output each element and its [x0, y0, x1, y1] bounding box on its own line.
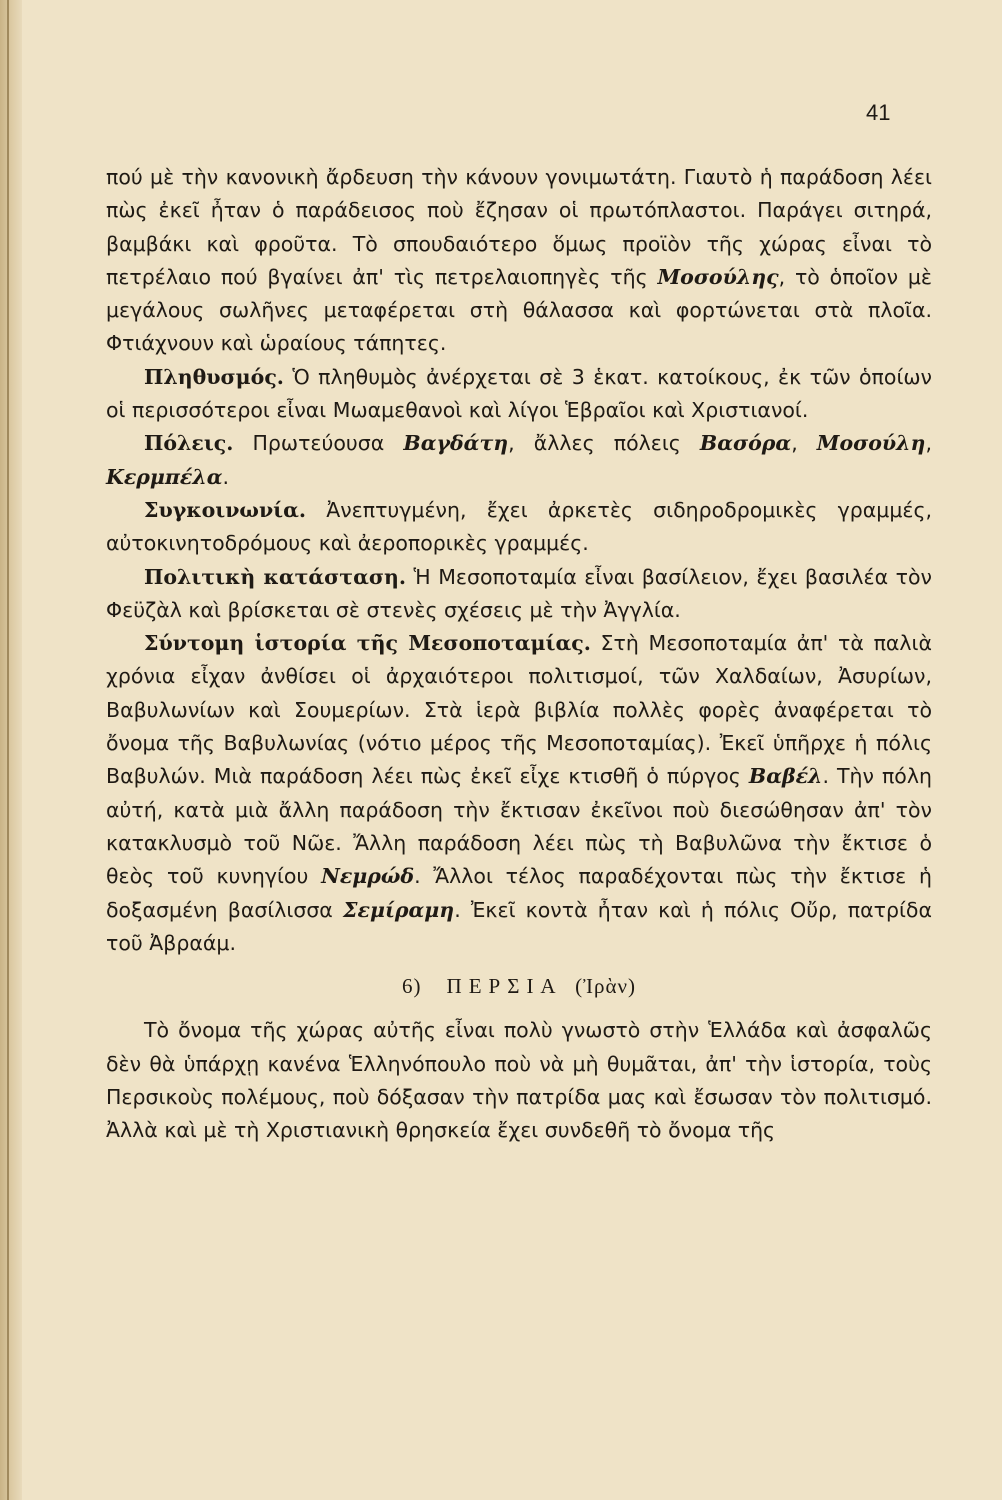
place-name: Κερμπέλα: [106, 464, 223, 489]
place-name: Μοσούλη: [816, 431, 926, 456]
paragraph-text: . Ἄλλοι τέλος παραδέχονται πὼς τὴν ἔκτισε ἡ δοξασμένη βασίλισσα: [106, 864, 932, 922]
paragraph-text: Πρωτεύουσα: [233, 431, 385, 456]
paragraph-persia: Τὸ ὄνομα τῆς χώρας αὐτῆς εἶναι πολὺ γνωστὸ στὴν Ἑλλάδα καὶ ἀσφαλῶς δὲν θὰ ὑπάρχῃ κανένα Ἑλληνόπουλο ποὺ νὰ μὴ θυμᾶται, ἀπ' τὴν ἱστορία, τοὺς Περσικοὺς πολέμους, ποὺ δόξασαν τὴν πατρίδα μας καὶ ἔσωσαν τὸν πολιτισμό. Ἀλλὰ καὶ μὲ τὴ Χριστιανικὴ θρησκεία ἔχει συνδεθῆ τὸ ὄνομα τῆς: [106, 1018, 932, 1143]
paragraph-agriculture: [106, 161, 932, 361]
paragraph-population: [106, 361, 932, 428]
page-number: 41: [866, 100, 891, 125]
section-heading: [106, 970, 932, 1003]
place-name: Σεμίραμη: [342, 897, 455, 922]
paragraph-heading: Πόλεις.: [144, 431, 234, 456]
paragraph-text: . Τὴν πόλη αὐτή, κατὰ μιὰ ἄλλη παράδοση τὴν ἔκτισαν ἐκεῖνοι ποὺ διεσώθησαν ἀπ' τὸν κατακλυσμὸ τοῦ Νῶε. Ἄλλη παράδοση λέει πὼς τὴ Βαβυλῶνα τὴν ἔκτισε ὁ θεὸς τοῦ κυνηγίου: [106, 764, 932, 889]
paragraph-heading: Σύντομη ἱστορία τῆς Μεσοποταμίας.: [144, 631, 591, 656]
paragraph-heading: Πολιτικὴ κατάσταση.: [144, 564, 407, 589]
paragraph-text: Στὴ Μεσοποταμία ἀπ' τὰ παλιὰ χρόνια εἶχαν ἀνθίσει οἱ ἀρχαιότεροι πολιτισμοί, τῶν Χαλδαίων, Ἀσυρίων, Βαβυλωνίων καὶ Σουμερίων. Στὰ ἱερὰ βιβλία πολλὲς φορὲς ἀναφέρεται τὸ ὄνομα τῆς Βαβυλωνίας (νότιο μέρος τῆς Μεσοποταμίας). Ἐκεῖ ὑπῆρχε ἡ πόλις Βαβυλών. Μιὰ παράδοση λέει πὼς ἐκεῖ εἶχε κτισθῆ ὁ πύργος: [106, 631, 933, 789]
place-name: Μοσούλης: [657, 264, 779, 289]
paragraph-heading: Πληθυσμός.: [144, 364, 284, 389]
paragraph-text: πού μὲ τὴν κανονικὴ ἄρδευση τὴν κάνουν γονιμωτάτη. Γιαυτὸ ἡ παράδοση λέει πὼς ἐκεῖ ἦταν ὁ παράδεισος ποὺ ἔζησαν οἱ πρωτόπλαστοι. Παράγει σιτηρά, βαμβάκι καὶ φροῦτα. Τὸ σπουδαιότερο ὅμως προϊὸν τῆς χώρας εἶναι τὸ πετρέλαιο πού βγαίνει ἀπ' τὶς πετρελαιοπηγὲς τῆς: [106, 165, 932, 289]
paragraph-heading: Συγκοινωνία.: [144, 497, 307, 522]
paragraph-history: [106, 627, 932, 960]
body-text: [106, 161, 932, 1148]
section-alt-title: (Ἰρὰν): [575, 974, 636, 999]
paragraph-text: Ἀνεπτυγμένη, ἔχει ἀρκετὲς σιδηροδρομικὲς γραμμές, αὐτοκινητοδρόμους καὶ ἀεροπορικὲς γραμμές.: [106, 497, 932, 556]
binding-line: [7, 0, 9, 1500]
paragraph-text: Ὁ πληθυμὸς ἀνέρχεται σὲ 3 ἑκατ. κατοίκους, ἐκ τῶν ὁποίων οἱ περισσότεροι εἶναι Μωαμεθανοὶ καὶ λίγοι Ἑβραῖοι καὶ Χριστιανοί.: [106, 364, 932, 423]
paragraph-text: Ἡ Μεσοποταμία εἶναι βασίλειον, ἔχει βασιλέα τὸν Φεϋζὰλ καὶ βρίσκεται σὲ στενὲς σχέσεις μὲ τὴν Ἀγγλία.: [106, 564, 933, 622]
place-name: Βαβέλ: [748, 764, 823, 789]
section-title: ΠΕΡΣΙΑ: [446, 974, 563, 999]
place-name: Βαγδάτη: [403, 431, 509, 456]
paragraph-transport: [106, 494, 932, 561]
place-name: Νεμρώδ: [321, 864, 415, 889]
paragraph-text: . Ἐκεῖ κοντὰ ἦταν καὶ ἡ πόλις Οὔρ, πατρίδα τοῦ Ἀβραάμ.: [106, 897, 932, 955]
place-name: Βασόρα: [699, 431, 792, 456]
paragraph-text: , ἄλλες πόλεις: [508, 431, 681, 456]
binding-edge: [0, 0, 22, 1500]
paragraph-politics: [106, 561, 932, 628]
paragraph-cities: Πόλεις. Πρωτεύουσα Βαγδάτη, ἄλλες πόλεις Βασόρα, Μοσούλη, Κερμπέλα.: [106, 431, 932, 489]
section-number: 6): [402, 974, 422, 999]
paragraph-text: , τὸ ὁποῖον μὲ μεγάλους σωλῆνες μεταφέρεται στὴ θάλασσα καὶ φορτώνεται στὰ πλοῖα. Φτιάχνουν καὶ ὡραίους τάπητες.: [106, 264, 932, 356]
